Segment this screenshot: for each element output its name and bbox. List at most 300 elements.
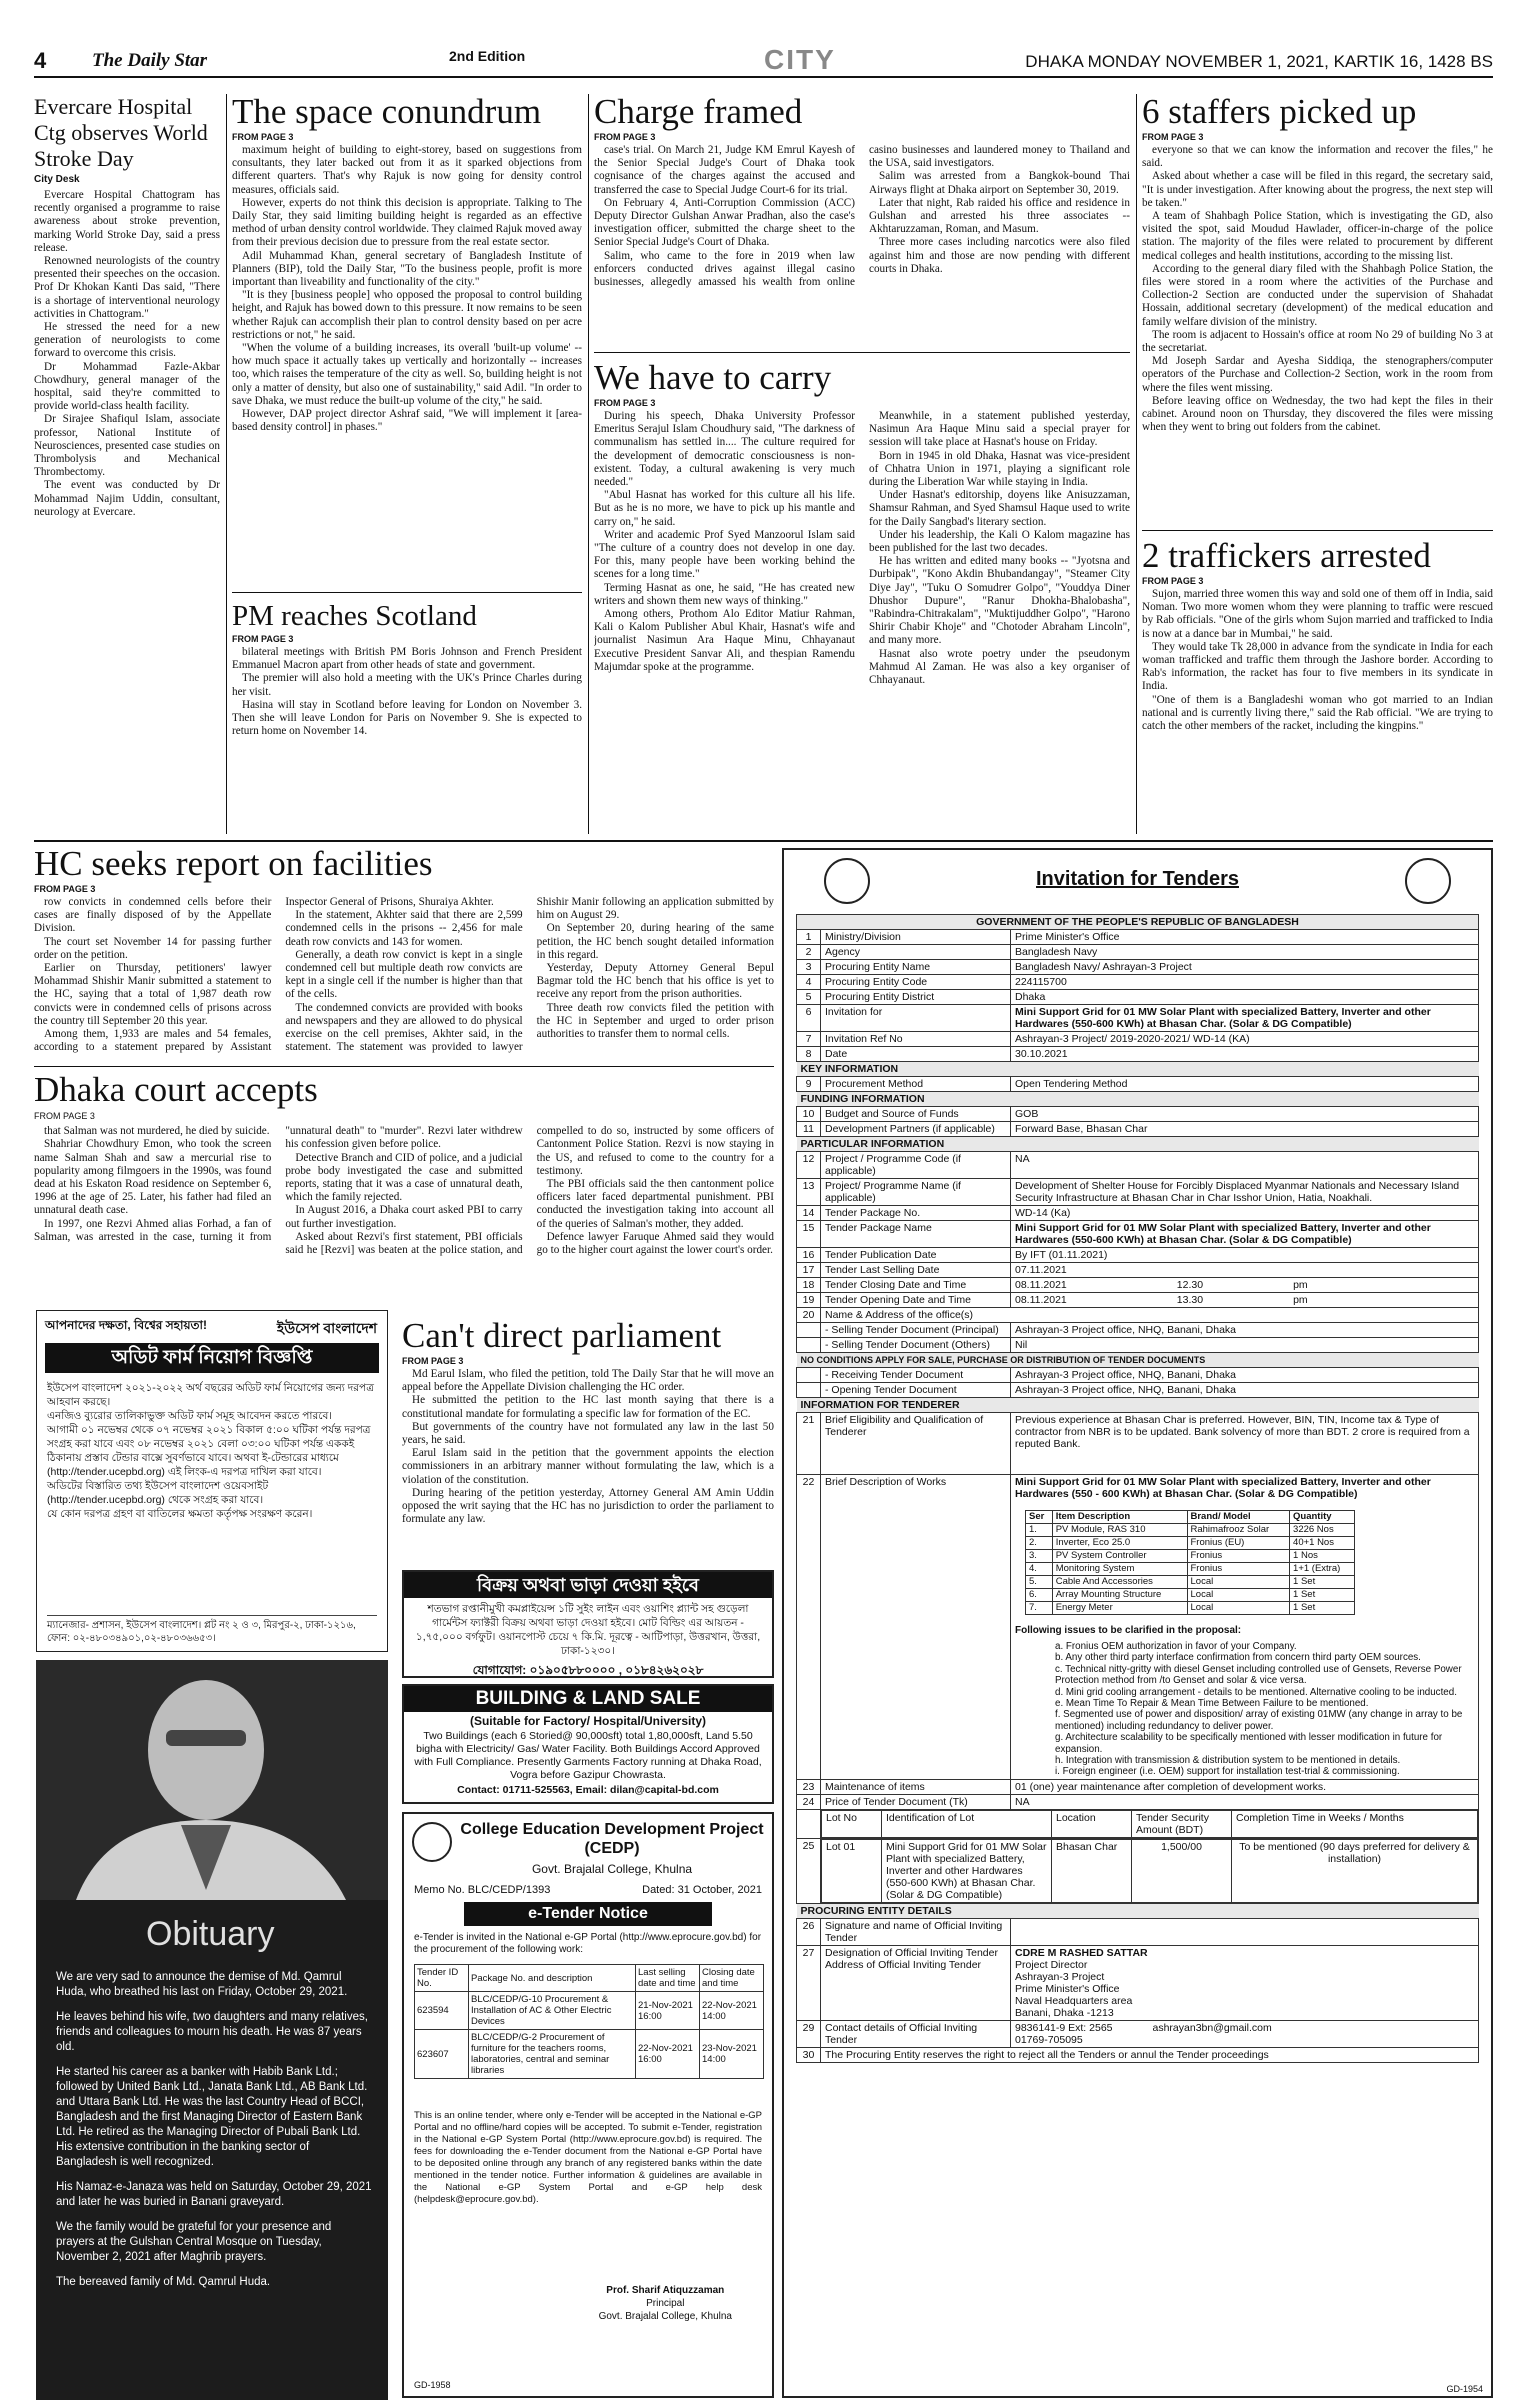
row-number: 6 xyxy=(797,1005,821,1032)
table-row xyxy=(1026,1524,1355,1537)
headline: The space conundrum xyxy=(232,94,542,131)
section-divider xyxy=(34,840,1493,842)
column-header: Closing date and time xyxy=(700,1965,764,1992)
ad-line: আগামী ০১ নভেম্বর থেকে ০৭ নভেম্বর ২০২১ বিকাল ৫:০০ ঘটিকা পর্যন্ত দরপত্র সংগ্রহ করা যাবে এবং ০৮ নভেম্বর ২০২১ বেলা ০৩:০০ ঘটিকা পর্যন্ত এককই ঠিকানায় প্রস্তাব টেন্ডার বাক্সে সুবর্ণভাবে যাবে। অথবা ই-টেন্ডারের মাধ্যমে (http://tender.ucepbd.org) এই লিংক-এ দরপত্র দাখিল করা যাবে। xyxy=(47,1424,371,1478)
column-header: Item Description xyxy=(1052,1511,1187,1524)
paragraph: In August 2016, a Dhaka court asked PBI to carry out further investigation. xyxy=(285,1204,523,1230)
paragraph: bilateral meetings with British PM Boris Johnson and French President Emmanuel Macron apart from other heads of state and government. xyxy=(232,646,582,672)
kicker: FROM PAGE 3 xyxy=(232,132,294,142)
row-value xyxy=(1011,1278,1479,1293)
table-row xyxy=(1026,1589,1355,1602)
row-number: 3 xyxy=(797,960,821,975)
byline: City Desk xyxy=(34,174,80,185)
official-title: Project Director xyxy=(1015,1958,1088,1971)
row-label: Tender Last Selling Date xyxy=(821,1263,1011,1278)
story-body xyxy=(232,646,582,738)
paragraph: A team of Shahbagh Police Station, which is investigating the GD, also visited the spot, said Moudud Hawlader, officer-in-charge of the police station. The majority of the files were related to procurement by different medical colleges and health institutions, according to the missing list. xyxy=(1142,210,1493,262)
paragraph: Dr Mohammad Fazle-Akbar Chowdhury, general manager of the hospital, said they're committed to provide world-class health facility. xyxy=(34,360,220,413)
evercare-story xyxy=(34,94,220,834)
table-row xyxy=(797,1005,1479,1032)
row-value: Bangladesh Navy/ Ashrayan-3 Project xyxy=(1011,960,1479,975)
signatory-org: Govt. Brajalal College, Khulna xyxy=(598,2311,732,2322)
row-label: Designation of Official Inviting Tender Address of Official Inviting Tender xyxy=(821,1945,1011,2020)
ad-line: যে কোন দরপত্র গ্রহণ বা বাতিলের ক্ষমতা কর্তৃপক্ষ সংরক্ষণ করেন। xyxy=(47,1508,313,1520)
table-cell: PV Module, RAS 310 xyxy=(1052,1524,1187,1537)
lot-completion: To be mentioned (90 days preferred for delivery & installation) xyxy=(1232,1839,1478,1902)
table-cell: 623607 xyxy=(415,2030,469,2079)
signatory-name: Prof. Sharif Atiquzzaman xyxy=(606,2285,725,2296)
row-label: Tender Publication Date xyxy=(821,1248,1011,1263)
row-value: 224115700 xyxy=(1011,975,1479,990)
ad-body xyxy=(47,1381,377,1521)
row-value: Ashrayan-3 Project office, NHQ, Banani, Dhaka xyxy=(1011,1323,1479,1338)
row-label: Procurement Method xyxy=(821,1077,1011,1092)
table-cell: 40+1 Nos xyxy=(1290,1537,1355,1550)
row-value: 07.11.2021 xyxy=(1011,1263,1479,1278)
table-cell: Monitoring System xyxy=(1052,1563,1187,1576)
row-label: Project/ Programme Name (if applicable) xyxy=(821,1179,1011,1206)
page-header xyxy=(34,44,1493,78)
row-label: Budget and Source of Funds xyxy=(821,1107,1011,1122)
paragraph: Adil Muhammad Khan, general secretary of Bangladesh Institute of Planners (BIP), told the Daily Star, "To the business people, profit is more important than liveability and functionality of the city." xyxy=(232,249,582,289)
table-cell: Local xyxy=(1187,1576,1290,1589)
paragraph: In 1997, one Rezvi Ahmed alias Forhad, a fan of Salman, was arrested in the case, turning it from "unnatural death" to "murder". Rezvi later withdrew his confession given before police. xyxy=(34,1125,523,1243)
table-cell: 2. xyxy=(1026,1537,1053,1550)
paragraph: "When the volume of a building increases, its overall 'built-up volume' -- how much space it actually takes up vertically and horizontally -- increases too, which raises the temperature of the city as well. So, building height is not only a matter of density, but also one of sustainability," said Adil. "In order to save Dhaka, we must reduce the built-up volume of the city," he said. xyxy=(232,342,582,407)
row-number: 27 xyxy=(797,1945,821,2020)
row-number: 29 xyxy=(797,2020,821,2047)
story-divider xyxy=(232,592,582,593)
table-row xyxy=(415,2030,764,2079)
row-number: 30 xyxy=(797,2047,821,2062)
table-row xyxy=(797,1413,1479,1475)
table-row xyxy=(797,1221,1479,1248)
tender-table xyxy=(796,914,1479,2063)
dateline: DHAKA MONDAY NOVEMBER 1, 2021, KARTIK 16, 1428 BS xyxy=(1025,52,1493,71)
column-header: Package No. and description xyxy=(469,1965,636,1992)
row-label: - Opening Tender Document xyxy=(821,1383,1011,1398)
row-number: 18 xyxy=(797,1278,821,1293)
row-value: Mini Support Grid for 01 MW Solar Plant with specialized Battery, Inverter and other Hardwares (550-600 KWh) at Bhasan Char. (Solar & DG Compatible) xyxy=(1011,1221,1479,1248)
paragraph: The PBI officials said the then cantonment police officers later faced departmental punishment. PBI conducted the investigation taking into account all of the queries of Salman's mother, they added. xyxy=(536,1178,774,1230)
clarification-item: e. Mean Time To Repair & Mean Time Between Failure to be mentioned. xyxy=(1055,1698,1369,1710)
story-body xyxy=(1142,144,1493,434)
table-cell: 1 Set xyxy=(1290,1602,1355,1615)
row-label: Procuring Entity Code xyxy=(821,975,1011,990)
kicker: FROM PAGE 3 xyxy=(34,1111,95,1121)
row-number: 8 xyxy=(797,1047,821,1062)
table-row xyxy=(797,1047,1479,1062)
paragraph: case's trial. On March 21, Judge KM Emrul Kayesh of the Senior Special Judge's Court of Dhaka took cognisance of the charges against the accused and transferred the case to Special Judge Court-6 for its trial. xyxy=(594,144,855,196)
table-row xyxy=(415,1992,764,2030)
row-number: 10 xyxy=(797,1107,821,1122)
table-row xyxy=(797,1368,1479,1383)
paragraph: On September 20, during hearing of the same petition, the HC bench sought detailed information in this regard. xyxy=(536,922,774,961)
table-row xyxy=(797,1945,1479,2020)
hc-story xyxy=(34,846,774,1064)
obituary-ad xyxy=(36,1660,388,2400)
table-cell: Inverter, Eco 25.0 xyxy=(1052,1537,1187,1550)
paragraph: Yesterday, Deputy Attorney General Bepul Bagmar told the HC bench that his office is yet to receive any report from the prison authorities. xyxy=(536,962,774,1001)
table-row xyxy=(797,1179,1479,1206)
date-value: 08.11.2021 xyxy=(1015,1294,1067,1306)
headline: HC seeks report on facilities xyxy=(34,846,433,883)
clarification-item: h. Integration with transmission & distribution system to be mentioned in details. xyxy=(1055,1755,1401,1767)
ad-notice-heading: e-Tender Notice xyxy=(464,1902,712,1926)
navy-tender-notice xyxy=(782,848,1493,2398)
meridiem: pm xyxy=(1293,1279,1308,1291)
story-body xyxy=(34,189,220,519)
table-cell: 3226 Nos xyxy=(1290,1524,1355,1537)
ad-heading: BUILDING & LAND SALE xyxy=(404,1686,772,1712)
row-number: 12 xyxy=(797,1152,821,1179)
ucep-audit-ad xyxy=(36,1310,388,1652)
row-value: Nil xyxy=(1011,1338,1479,1353)
clarification-item: a. Fronius OEM authorization in favor of your Company. xyxy=(1055,1641,1297,1652)
ad-body: Two Buildings (each 6 Storied@ 90,000sft) total 1,80,000sft, Land 5.50 bigha with Electricity/ Gas/ Water Facility. Both Buildings Accord Approved with Full Compliance. Presently Garments Factory running at Dhaka Road, Vogra before Gazipur Chowrasta. xyxy=(414,1730,762,1781)
row-value: Open Tendering Method xyxy=(1011,1077,1479,1092)
story-body xyxy=(1142,588,1493,733)
column-header: Tender ID No. xyxy=(415,1965,469,1992)
clarification-item: d. Mini grid cooling arrangement - details to be mentioned. Alternative cooling to be inducted. xyxy=(1055,1686,1457,1698)
table-cell: Local xyxy=(1187,1602,1290,1615)
table-row xyxy=(797,1032,1479,1047)
headline: Can't direct parliament xyxy=(402,1318,722,1355)
table-cell: 7. xyxy=(1026,1602,1053,1615)
table-row xyxy=(797,1107,1479,1122)
paragraph: Hasnat also wrote poetry under the pseudonym Mahmud Al Zaman. He was also a key organiser of Chhayanaut. xyxy=(869,647,1130,687)
lot-number: Lot 01 xyxy=(822,1839,882,1902)
table-row xyxy=(797,1248,1479,1263)
clarification-item: i. Foreign engineer (i.e. OEM) support for installation test-trial & commissioning. xyxy=(1055,1766,1400,1778)
building-sale-ad xyxy=(402,1684,774,1804)
story-divider xyxy=(594,352,1130,353)
clarification-item: f. Segmented use of power and disposition/ array of existing 01MW (any change in array to be mentioned) including redundancy to deliver power. xyxy=(1055,1709,1463,1732)
row-label: Development Partners (if applicable) xyxy=(821,1122,1011,1137)
table-cell: PV System Controller xyxy=(1052,1550,1187,1563)
row-label: Invitation for xyxy=(821,1005,1011,1032)
obituary-photo xyxy=(36,1660,388,1900)
table-cell: 22-Nov-2021 14:00 xyxy=(700,1992,764,2030)
row-value: Development of Shelter House for Forcibly Displaced Myanmar Nationals and Necessary Island Security Infrastructure at Bhasan Char in Char Isshor Union, Hatia, Noakhali. xyxy=(1011,1179,1479,1206)
row-number: 16 xyxy=(797,1248,821,1263)
table-cell: 6. xyxy=(1026,1589,1053,1602)
table-row xyxy=(797,1308,1479,1323)
paragraph: Earul Islam said in the petition that the government appoints the election commissioners in an arbitrary manner without formulating the law, which is a violation of the constitution. xyxy=(402,1447,774,1486)
paragraph: The event was conducted by Dr Mohammad Najim Uddin, consultant, neurology at Evercare. xyxy=(34,479,220,518)
kicker: FROM PAGE 3 xyxy=(1142,576,1204,586)
story-body xyxy=(594,410,1130,830)
table-row xyxy=(797,2020,1479,2047)
row-label: Brief Eligibility and Qualification of Tenderer xyxy=(821,1413,1011,1475)
ad-line: এনজিও ব্যুরোর তালিকাভুক্ত অডিট ফার্ম সমূহ আবেদন করতে পারবে। xyxy=(47,1410,333,1422)
ad-heading: অডিট ফার্ম নিয়োগ বিজ্ঞপ্তি xyxy=(45,1343,379,1373)
table-row xyxy=(797,1809,1479,1838)
table-row xyxy=(797,945,1479,960)
row-label: - Selling Tender Document (Principal) xyxy=(821,1323,1011,1338)
paragraph: In the statement, Akhter said that there are 2,599 condemned cells in the prisons -- 2,456 for male death row convicts and 143 for women. xyxy=(285,909,523,948)
memo-date: Dated: 31 October, 2021 xyxy=(642,1884,762,1896)
paragraph: Dr Sirajee Shafiqul Islam, associate professor, National Institute of Neurosciences, presented case studies on Thrombolysis and Mechanical Thrombectomy. xyxy=(34,413,220,479)
row-label: Contact details of Official Inviting Tender xyxy=(821,2020,1011,2047)
section-heading: FUNDING INFORMATION xyxy=(797,1092,1479,1107)
column-header: Location xyxy=(1052,1810,1132,1837)
row-label: Tender Closing Date and Time xyxy=(821,1278,1011,1293)
column-header: Identification of Lot xyxy=(882,1810,1052,1837)
row-value: Mini Support Grid for 01 MW Solar Plant with specialized Battery, Inverter and other Hardwares (550-600 KWh) at Bhasan Char. (Solar & DG Compatible) xyxy=(1011,1005,1479,1032)
paragraph: Among others, Prothom Alo Editor Matiur Rahman, Kali o Kalom Publisher Abul Khair, Hasnat's wife and journalist Nasimun Ara Haque Minu, Chhayanaut Executive President Sanvar Ali, and thespian Ramendu Majumdar spoke at the programme. xyxy=(594,608,855,673)
official-office: Prime Minister's Office xyxy=(1015,1982,1120,1995)
paragraph: "It is they [business people] who opposed the proposal to control building height, and Rajuk has bowed down to this pressure. It now remains to be seen whether Rajuk can accomplish their plan to control density based on per acre restrictions or not," he said. xyxy=(232,289,582,341)
row-label: Invitation Ref No xyxy=(821,1032,1011,1047)
paragraph: On February 4, Anti-Corruption Commission (ACC) Deputy Director Gulshan Anwar Pradhan, also the case's investigation officer, submitted the charge sheet to the Senior Special Judge's Court of Dhaka. xyxy=(594,196,855,249)
section-heading: NO CONDITIONS APPLY FOR SALE, PURCHASE OR DISTRIBUTION OF TENDER DOCUMENTS xyxy=(797,1353,1479,1368)
govt-emblem-icon xyxy=(1405,858,1451,904)
paragraph: Evercare Hospital Chattogram has recently organised a programme to raise awareness about stroke prevention, marking World Stroke Day, said a press release. xyxy=(34,189,220,254)
table-cell: Fronius xyxy=(1187,1563,1290,1576)
row-number: 20 xyxy=(797,1308,821,1323)
headline: Charge framed xyxy=(594,94,803,131)
row-value: NA xyxy=(1011,1152,1479,1179)
row-value: Prime Minister's Office xyxy=(1011,930,1479,945)
row-value: Ashrayan-3 Project office, NHQ, Banani, Dhaka xyxy=(1011,1383,1479,1398)
table-row xyxy=(797,1152,1479,1179)
row-value: Forward Base, Bhasan Char xyxy=(1011,1122,1479,1137)
paragraph: He stressed the need for a new generation of neurologists to come forward to overcome this crisis. xyxy=(34,321,220,360)
row-label: Tender Opening Date and Time xyxy=(821,1293,1011,1308)
phone-2: 01769-705095 xyxy=(1015,2033,1083,2046)
row-label: Brief Description of Works xyxy=(821,1475,1011,1780)
row-label: Date xyxy=(821,1047,1011,1062)
obituary-paragraph: He started his career as a banker with Habib Bank Ltd.; followed by United Bank Ltd., Janata Bank Ltd., AB Bank Ltd. and Uttara Bank Ltd. He was the last Country Head of BCCI, Bangladesh and the first Managing Director of Eastern Bank Ltd. He retired as the Managing Director of Pubali Bank Ltd. His extensive contribution in the banking sector of Bangladesh is well recognized. xyxy=(56,2066,368,2168)
phone-1: 9836141-9 Ext: 2565 xyxy=(1015,2021,1113,2034)
row-value xyxy=(1011,1293,1479,1308)
row-value: WD-14 (Ka) xyxy=(1011,1206,1479,1221)
table-cell: 1 Set xyxy=(1290,1589,1355,1602)
staffers-story xyxy=(1142,94,1493,530)
lot-table xyxy=(821,1810,1478,1838)
table-cell: 1. xyxy=(1026,1524,1053,1537)
paragraph: Asked about Rezvi's first statement, PBI officials said he [Rezvi] was beaten at the police station, and compelled to do so, instructed by some officers of Cantonment Police Station. Rezvi is now staying in the US, and refused to come to the country for a testimony. xyxy=(285,1125,774,1257)
kicker: FROM PAGE 3 xyxy=(402,1356,464,1366)
row-number: 2 xyxy=(797,945,821,960)
kicker: FROM PAGE 3 xyxy=(34,884,96,894)
table-cell: Cable And Accessories xyxy=(1052,1576,1187,1589)
navy-emblem-icon xyxy=(824,858,870,904)
paragraph: He has written and edited many books -- "Jyotsna and Durbipak", "Kono Akdin Bhubandangay", "Steamer City Diye Jay", "Tuku O Somudrer Golpo", "Youddya Diner Dhushor Dupure", "Ranur Dhokha-Bhalobasha", "Rabindra-Chitrakalam", "Muktijuddher Golpo", "Harono Shirir Chabir Khoje" and "Chotoder Abraham Lincoln", and many more. xyxy=(869,555,1130,647)
paragraph: Under Hasnat's editorship, doyens like Anisuzzaman, Shamsur Rahman, and Syed Shamsul Haque used to write for the Daily Sangbad's literary section. xyxy=(869,489,1130,528)
row-value xyxy=(1011,1475,1479,1780)
table-cell: BLC/CEDP/G-10 Procurement & Installation of AC & Other Electric Devices xyxy=(469,1992,636,2030)
table-row xyxy=(797,1794,1479,1809)
date-value: 08.11.2021 xyxy=(1015,1279,1067,1291)
row-value: Dhaka xyxy=(1011,990,1479,1005)
paragraph: The court set November 14 for passing further order on the petition. xyxy=(34,935,272,961)
tender-table-wrap xyxy=(796,914,1479,2063)
section-heading: KEY INFORMATION xyxy=(797,1062,1479,1077)
paragraph: Salim was arrested from a Bangkok-bound Thai Airways flight at Dhaka airport on September 30, 2019. xyxy=(869,170,1130,196)
paragraph: The premier will also hold a meeting with the UK's Prince Charles during her visit. xyxy=(232,672,582,698)
paragraph: During his speech, Dhaka University Professor Emeritus Serajul Islam Choudhury said, "The darkness of communalism has settled in.... The culture required for the development of democratic consciousness is non-existent. Today, a cultural awakening is very much needed." xyxy=(594,410,855,489)
table-cell: 5. xyxy=(1026,1576,1053,1589)
obituary-paragraph: His Namaz-e-Janaza was held on Saturday, October 29, 2021 and later he was buried in Banani graveyard. xyxy=(56,2181,372,2208)
table-row xyxy=(797,960,1479,975)
official-project: Ashrayan-3 Project xyxy=(1015,1970,1105,1983)
row-label: Ministry/Division xyxy=(821,930,1011,945)
row-number: 23 xyxy=(797,1779,821,1794)
ad-phone: যোগাযোগ: ০১৯০৫৮৮০০০০ , ০১৮৪২৬২০২৮ xyxy=(472,1663,704,1677)
tender-title: Invitation for Tenders xyxy=(1036,868,1239,890)
paragraph: Among them, 1,933 are males and 54 females, according to a statement prepared by Assistant Inspector General of Prisons, Shuraiya Akhter. xyxy=(34,896,494,1054)
section-heading: PROCURING ENTITY DETAILS xyxy=(797,1903,1479,1918)
column-header: Last selling date and time xyxy=(636,1965,700,1992)
paragraph: Asked about whether a case will be filed in this regard, the secretary said, "It is under investigation. After knowing about the progress, the next step will be taken." xyxy=(1142,170,1493,209)
official-name: CDRE M RASHED SATTAR xyxy=(1015,1946,1148,1959)
table-row xyxy=(797,1918,1479,1945)
table-cell: 23-Nov-2021 14:00 xyxy=(700,2030,764,2079)
table-row xyxy=(1026,1550,1355,1563)
headline: PM reaches Scotland xyxy=(232,600,477,632)
items-table xyxy=(1025,1510,1355,1615)
ad-slogan: আপনাদের দক্ষতা, বিশ্বের সহায়তা! xyxy=(45,1318,208,1332)
table-cell: Energy Meter xyxy=(1052,1602,1187,1615)
story-body xyxy=(232,144,582,434)
table-row xyxy=(1026,1563,1355,1576)
carry-story xyxy=(594,360,1130,834)
row-number: 21 xyxy=(797,1413,821,1475)
paragraph: Three death row convicts filed the petition with the HC in September and urged to order prison authorities to transfer them to normal cells. xyxy=(536,1001,774,1041)
row-number: 5 xyxy=(797,990,821,1005)
paragraph: But governments of the country have not formulated any law in the last 50 years, he said. xyxy=(402,1420,774,1447)
row-label: Agency xyxy=(821,945,1011,960)
table-heading: GOVERNMENT OF THE PEOPLE'S REPUBLIC OF BANGLADESH xyxy=(797,915,1479,930)
paragraph: maximum height of building to eight-storey, based on suggestions from consultants, they later backed out from it as it sparked objections from different quarters. That's why Rajuk is now going for density control measures, officials said. xyxy=(232,144,582,196)
paragraph: "One of them is a Bangladeshi woman who got married to an Indian national and is currently living there," said the Rab official. "We are trying to catch the other members of the racket, including the kingpins." xyxy=(1142,693,1493,733)
table-row xyxy=(797,1838,1479,1903)
obituary-paragraph: He leaves behind his wife, two daughters and many relatives, friends and colleagues to mourn his death. He was 87 years old. xyxy=(56,2011,368,2053)
obituary-paragraph: The bereaved family of Md. Qamrul Huda. xyxy=(56,2276,271,2288)
row-label: Maintenance of items xyxy=(821,1779,1011,1794)
paragraph: They would take Tk 28,000 in advance from the syndicate in India for each woman trafficked and traffic them through the Jashore border. According to Rab's information, the racket has four to five members in its syndicate in India. xyxy=(1142,640,1493,693)
row-label: - Selling Tender Document (Others) xyxy=(821,1338,1011,1353)
column-header: Ser xyxy=(1026,1511,1053,1524)
row-number: 22 xyxy=(797,1475,821,1780)
row-number: 1 xyxy=(797,930,821,945)
cedp-table xyxy=(414,1964,764,2079)
ad-footer: ম্যানেজার- প্রশাসন, ইউসেপ বাংলাদেশ। প্লট নং ২ ও ৩, মিরপুর-২, ঢাকা-১২১৬, ফোন: ০২-৪৮০৩৪৯০১,০২-৪৮০৩৬৬৫৩। xyxy=(47,1615,377,1645)
college-seal-icon xyxy=(412,1822,452,1862)
ad-heading: বিক্রয় অথবা ভাড়া দেওয়া হইবে xyxy=(404,1572,772,1598)
paragraph: Terming Hasnat as one, he said, "He has created new writers and shown them new ways of thinking." xyxy=(594,581,855,607)
row-value: Previous experience at Bhasan Char is preferred. However, BIN, TIN, Income tax & Type of contractor from NBR is to be updated. Bank solvency of more than BDT. 2 crore is required from a reputed Bank. xyxy=(1011,1413,1479,1475)
paragraph: The room is adjacent to Hossain's office at room No 29 of building No 3 at the secretariat. xyxy=(1142,328,1493,355)
table-cell: 21-Nov-2021 16:00 xyxy=(636,1992,700,2030)
paragraph: Shahriar Chowdhury Emon, who took the screen name Salman Shah and saw a mercurial rise to popularity among filmgoers in the 1990s, was found dead at his Eskaton Road residence on September 6, 1996 at the age of 25. Later, his father had filed an unnatural death case. xyxy=(34,1138,272,1217)
table-row xyxy=(797,1475,1479,1780)
row-value: GOB xyxy=(1011,1107,1479,1122)
column-header: Completion Time in Weeks / Months xyxy=(1232,1810,1478,1837)
row-value xyxy=(1011,2020,1479,2047)
official-area: Naval Headquarters area xyxy=(1015,1994,1133,2007)
row-value: Ashrayan-3 Project/ 2019-2020-2021/ WD-14 (KA) xyxy=(1011,1032,1479,1047)
headline: 2 traffickers arrested xyxy=(1142,538,1431,575)
row-number: 13 xyxy=(797,1179,821,1206)
obituary-label: Obituary xyxy=(146,1915,275,1953)
story-divider xyxy=(1142,530,1493,531)
lot-identification: Mini Support Grid for 01 MW Solar Plant with specialized Battery, Inverter and other Hardwares (550-600 KWh) at Bhasan Char. (Solar & DG Compatible) xyxy=(882,1839,1052,1902)
table-row xyxy=(797,1263,1479,1278)
meridiem: pm xyxy=(1293,1294,1308,1306)
ad-contact: Contact: 01711-525563, Email: dilan@capital-bd.com xyxy=(457,1784,719,1796)
kicker: FROM PAGE 3 xyxy=(594,132,656,142)
row-value: Ashrayan-3 Project office, NHQ, Banani, Dhaka xyxy=(1011,1368,1479,1383)
row-label: Procuring Entity Name xyxy=(821,960,1011,975)
row-number: 17 xyxy=(797,1263,821,1278)
table-row xyxy=(797,975,1479,990)
table-cell: 1 Nos xyxy=(1290,1550,1355,1563)
kicker: FROM PAGE 3 xyxy=(594,398,656,408)
ad-line: অডিটের বিস্তারিত তথ্য ইউসেপ বাংলাদেশ ওয়েবসাইট (http://tender.ucepbd.org) থেকে সংগ্রহ করা যাবে। xyxy=(47,1480,269,1506)
row-label: - Receiving Tender Document xyxy=(821,1368,1011,1383)
space-story xyxy=(232,94,582,594)
paragraph: that Salman was not murdered, he died by suicide. xyxy=(44,1125,270,1138)
clarification-heading: Following issues to be clarified in the proposal: xyxy=(1015,1625,1242,1636)
parliament-story xyxy=(402,1318,774,1558)
sale-rent-ad xyxy=(402,1570,774,1678)
clarification-item: c. Technical nitty-gritty with diesel Genset including controlled use of Gensets, Reverse Power Protection method from /to Genset and solar & vice versa. xyxy=(1055,1663,1462,1687)
official-address: Banani, Dhaka -1213 xyxy=(1015,2006,1114,2019)
ad-signatory xyxy=(599,2284,732,2323)
contact-email: ashrayan3bn@gmail.com xyxy=(1152,2021,1272,2034)
paragraph: During hearing of the petition yesterday, Attorney General AM Amin Uddin opposed the writ saying that the HC has no jurisdiction to order the parliament to formulate any law. xyxy=(402,1486,774,1526)
row-number: 19 xyxy=(797,1293,821,1308)
row-number: 4 xyxy=(797,975,821,990)
row-number: 25 xyxy=(797,1838,821,1903)
row-number: 11 xyxy=(797,1122,821,1137)
paragraph: However, experts do not think this decision is appropriate. Talking to The Daily Star, they said limiting building height is regarded as an effective method of urban density control worldwide. They claimed Rajuk moved away from their previous decision due to pressure from the real estate sector. xyxy=(232,196,582,249)
paragraph: Meanwhile, in a statement published yesterday, Nasimun Ara Haque Minu said a special prayer for session will take place at Hasnat's house on Friday. xyxy=(869,410,1130,449)
table-row xyxy=(797,1077,1479,1092)
row-value: 01 (one) year maintenance after completion of development works. xyxy=(1011,1779,1479,1794)
time-value: 13.30 xyxy=(1176,1294,1204,1306)
paragraph: "Abul Hasnat has worked for this culture all his life. But as he is no more, we have to pick up his mantle and carry on," he said. xyxy=(594,489,855,528)
paragraph: Md Joseph Sardar and Ayesha Siddiqa, the stenographers/computer operators of the Purchase and Collection-2 Section, work in the room from where the files went missing. xyxy=(1142,355,1493,394)
row-number: 26 xyxy=(797,1918,821,1945)
row-number: 24 xyxy=(797,1794,821,1809)
paragraph: Three more cases including narcotics were also filed against him and those are now pending with different courts in Dhaka. xyxy=(869,236,1130,275)
signatory-title: Principal xyxy=(646,2298,685,2309)
lot-security: 1,500/00 xyxy=(1132,1839,1232,1902)
ad-subheading: (Suitable for Factory/ Hospital/University) xyxy=(469,1714,707,1728)
table-row xyxy=(797,1278,1479,1293)
section-title: CITY xyxy=(764,44,836,75)
row-number: 14 xyxy=(797,1206,821,1221)
story-body xyxy=(34,1125,774,1312)
paragraph: Earlier on Thursday, petitioners' lawyer Mohammad Shishir Manir submitted a statement to the HC, saying that a total of 1,987 death row convicts were in condemned cells of prisons across the country till September 20 this year. xyxy=(34,962,272,1027)
ad-note: This is an online tender, where only e-Tender will be accepted in the National e-GP Portal and no offline/hard copies will be accepted. To submit e-Tender, registration in the National e-GP System Portal (http://www.eprocure.gov.bd) is required. The fees for downloading the e-Tender document from the National e-GP Portal have to be deposited online through any branch of any registered banks within the date mentioned in the tender notice. Further information & guidelines are available in the National e-GP System Portal and e-GP help desk (helpdesk@eprocure.gov.bd). xyxy=(414,2110,762,2205)
section-heading: PARTICULAR INFORMATION xyxy=(797,1137,1479,1152)
row-label: Tender Package Name xyxy=(821,1221,1011,1248)
headline: 6 staffers picked up xyxy=(1142,94,1417,131)
row-label: Tender Package No. xyxy=(821,1206,1011,1221)
table-cell: BLC/CEDP/G-2 Procurement of furniture for the teachers rooms, laboratories, central and seminar libraries xyxy=(469,2030,636,2079)
table-row xyxy=(1026,1537,1355,1550)
kicker: FROM PAGE 3 xyxy=(1142,132,1204,142)
row-number: 15 xyxy=(797,1221,821,1248)
ad-intro: e-Tender is invited in the National e-GP Portal (http://www.eprocure.gov.bd) for the procurement of the following work: xyxy=(414,1932,762,1955)
obituary-paragraph: We are very sad to announce the demise of Md. Qamrul Huda, who breathed his last on Friday, October 29, 2021. xyxy=(56,1971,348,1998)
table-cell: 623594 xyxy=(415,1992,469,2030)
